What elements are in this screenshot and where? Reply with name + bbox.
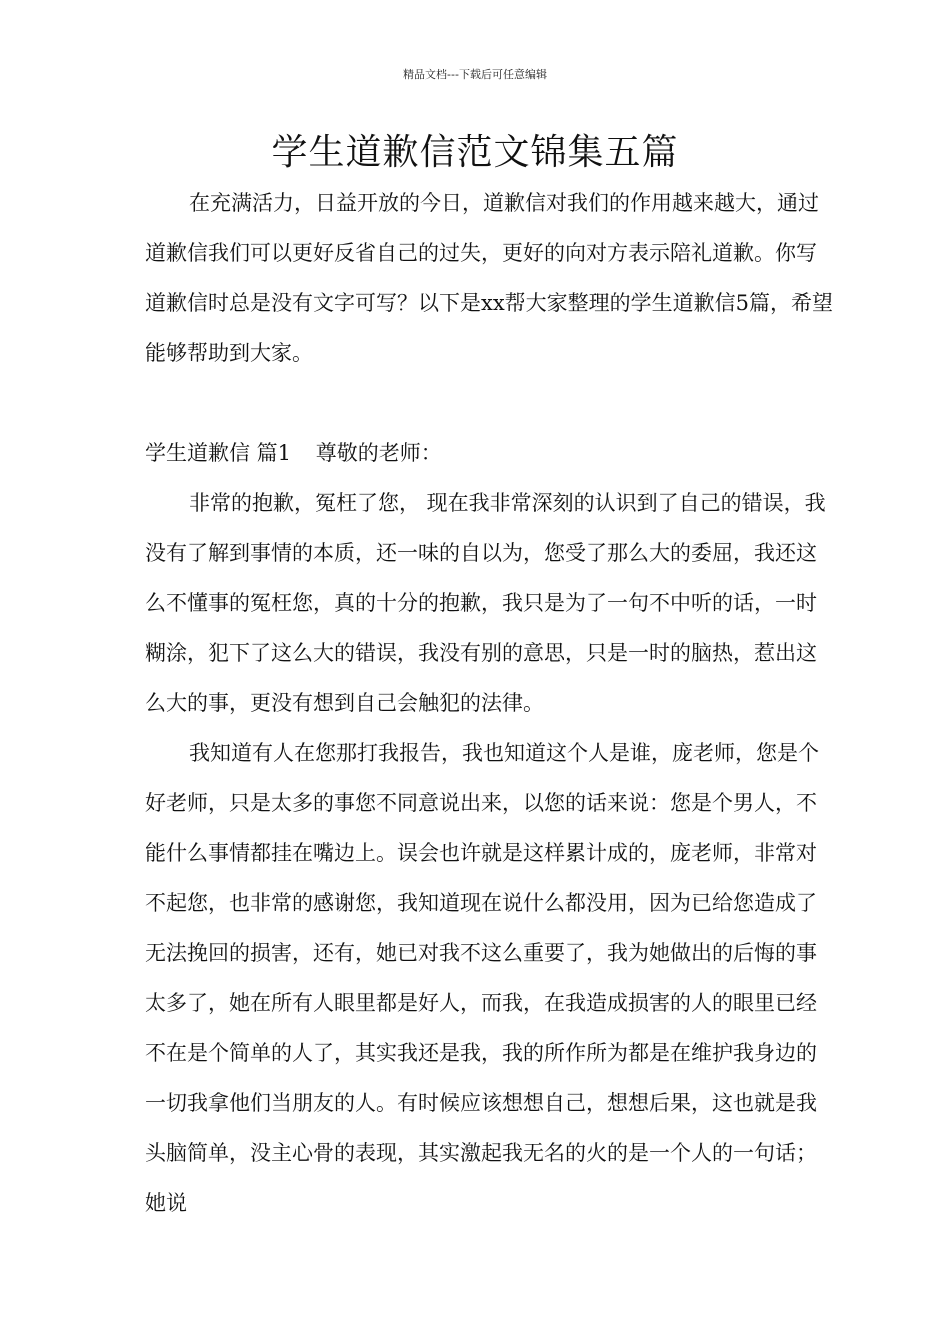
section-heading [145,428,835,478]
section-label: 学生道歉信 篇1 [145,441,292,465]
body-paragraph: 非常的抱歉，冤枉了您， 现在我非常深刻的认识到了自己的错误，我没有了解到事情的本质，还一味的自以为，您受了那么大的委屈，我还这么不懂事的冤枉您，真的十分的抱歉，我只是为了一句不中听的话，一时糊涂，犯下了这么大的错误，我没有别的意思，只是一时的脑热，惹出这么大的事，更没有想到自己会触犯的法律。 [145,491,826,715]
intro-paragraph: 在充满活力，日益开放的今日，道歉信对我们的作用越来越大，通过道歉信我们可以更好反省自己的过失，更好的向对方表示陪礼道歉。你写道歉信时总是没有文字可写？以下是xx帮大家整理的学生道歉信5篇，希望能够帮助到大家。 [145,191,834,365]
body-paragraph: 我知道有人在您那打我报告，我也知道这个人是谁，庞老师，您是个好老师，只是太多的事您不同意说出来，以您的话来说：您是个男人，不能什么事情都挂在嘴边上。误会也许就是这样累计成的，庞老师，非常对不起您，也非常的感谢您，我知道现在说什么都没用，因为已给您造成了无法挽回的损害，还有，她已对我不这么重要了，我为她做出的后悔的事太多了，她在所有人眼里都是好人，而我，在我造成损害的人的眼里已经不在是个简单的人了，其实我还是我，我的所作所为都是在维护我身边的一切我拿他们当朋友的人。有时候应该想想自己，想想后果，这也就是我头脑简单，没主心骨的表现，其实激起我无名的火的是一个人的一句话；她说 [145,741,819,1215]
header-note: 精品文档---下载后可任意编辑 [403,68,547,81]
document-title: 学生道歉信范文锦集五篇 [271,132,679,173]
salutation: 尊敬的老师： [315,441,442,465]
